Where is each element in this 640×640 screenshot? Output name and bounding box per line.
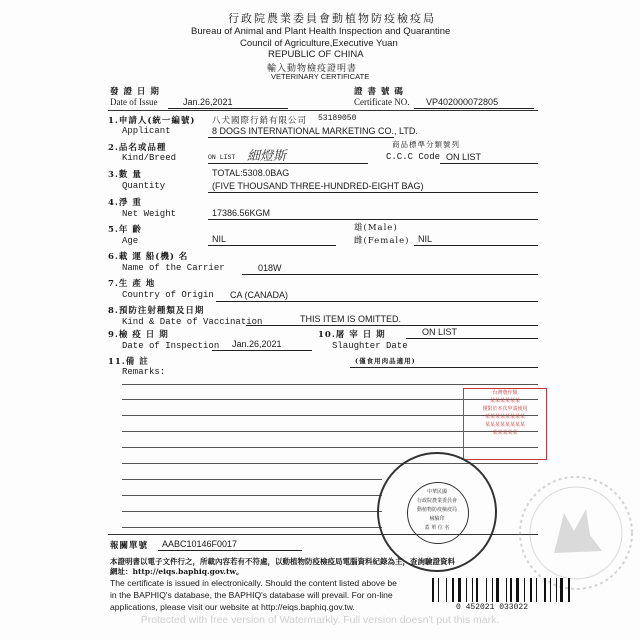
kind-handwritten: 細燈斯 [247,149,287,164]
remarks-note: (僅食用肉品適用) [355,357,416,365]
ccc-value: ON LIST [446,152,482,162]
barcode-bar [568,578,570,602]
field-11-label-en: Remarks: [122,367,166,377]
sex-value: NIL [418,234,433,244]
watermark-logo-icon [516,473,636,593]
barcode-bar [556,578,557,602]
agency-title-cn: 行政院農業委員會動植物防疫檢疫局 [228,12,436,25]
barcode-bar [452,578,454,602]
remarks-line [122,527,382,528]
doc-title-en: VETERINARY CERTIFICATE [271,72,370,81]
official-seal [377,452,497,572]
barcode-bar [432,578,434,602]
issue-date-underline [168,108,288,109]
applicant-value: 8 DOGS INTERNATIONAL MARKETING CO., LTD. [212,126,418,136]
quantity-words: (FIVE THOUSAND THREE-HUNDRED-EIGHT BAG) [212,181,424,191]
council-title: Council of Agriculture,Executive Yuan [240,38,398,49]
ccc-label-cn: 商品標準分類號列 [392,140,460,149]
field-5-label-cn: 5.年 齡 [108,225,142,235]
country-title: REPUBLIC OF CHINA [268,49,364,60]
applicant-id: 53189050 [318,114,357,123]
sex-underline [414,245,538,246]
barcode-bar [476,578,478,602]
remarks-line [122,479,382,480]
watermark-text: Protected with free version of Watermarkly. Full version doesn't put this mark. [140,614,500,626]
notice-en-line1: The certificate is issued in electronically. Should the content listed above be [110,578,397,588]
origin-value: CA (CANADA) [230,290,289,300]
notice-cn: 本證明書以電子文件行之，所載內容若有不符處，以動植物防疫檢疫局電腦資料紀錄為主，查詢驗證資料 [110,557,455,566]
remarks-line [122,463,538,464]
field-1-label-cn: 1.申請人(統一編號) [108,116,196,126]
cert-no-value: VP402000072805 [426,97,499,107]
approval-stamp: 台灣農作類 某某某某某某 僅限於本次申請使用 某某某某某某某某 某某某某某某某某 某某某某某 [463,388,547,460]
field-3-label-en: Quantity [122,181,166,191]
barcode-bar [530,578,532,602]
inspection-date-value: Jan.26,2021 [232,339,282,349]
barcode-bar [486,578,487,602]
barcode-bar [544,578,546,602]
ccc-label-en: C.C.C Code [386,152,441,162]
field-5-label-en: Age [122,236,139,246]
seal-line: 蓋 單 位 名 [424,525,450,531]
remarks-line [122,511,382,512]
field-8-label-en: Kind & Date of Vaccination [122,317,263,327]
barcode-bar [516,578,519,602]
field-10-label-cn: 10.屠 宰 日 期 [318,330,386,340]
barcode-bar [438,578,439,602]
quantity-value: TOTAL:5308.0BAG [212,168,290,178]
remarks-line [122,495,382,496]
net-weight-value: 17386.56KGM [212,208,271,218]
inspection-date-underline [212,350,312,351]
notice-en-line2: in the BAPHIQ's database, the BAPHIQ's database will prevail. For on-line [110,590,393,600]
barcode-bar [506,578,507,602]
issue-date-label-cn: 發 證 日 期 [110,87,160,97]
barcode-bar [472,578,473,602]
male-label: 雄(Male) [354,223,398,233]
field-2-label-cn: 2.品名或品種 [108,143,167,153]
seal-line: 檢驗印 [429,516,445,522]
field-7-label-cn: 7.生 產 地 [108,279,156,289]
notice-cn-url: 網址：http://eiqs.baphiq.gov.tw。 [110,567,244,576]
barcode [432,578,612,602]
seal-line: 中華民國 [426,489,447,495]
quantity-underline [208,192,538,193]
agency-title-en: Bureau of Animal and Plant Health Inspection and Quarantine [191,26,451,37]
barcode-bar [458,578,461,602]
applicant-underline [208,137,394,138]
carrier-value: 018W [258,263,282,273]
report-value: AABC10146F0017 [162,539,238,549]
notice-en-line3: applications, please visit our website at http://eiqs.baphiq.gov.tw. [110,602,355,612]
doc-title-cn: 輸入動物檢疫證明書 [267,64,358,74]
barcode-bar [560,578,563,602]
field-10-label-en: Slaughter Date [332,341,408,351]
field-6-label-en: Name of the Carrier [122,263,225,273]
vaccination-value: THIS ITEM IS OMITTED. [300,314,401,324]
kind-underline [208,163,368,164]
barcode-bar [524,578,525,602]
ccc-underline [440,163,538,164]
barcode-number: 0 452021 033022 [456,603,529,612]
slaughter-date-underline [406,338,538,339]
barcode-bar [446,578,447,602]
barcode-bar [492,578,493,602]
barcode-bar [466,578,467,602]
age-value: NIL [212,234,227,244]
seal-line: 行政院農業委員會 [416,498,457,504]
cert-no-underline [414,108,534,109]
field-9-label-en: Date of Inspection [122,341,220,351]
issue-date-value: Jan.26,2021 [183,97,233,107]
field-11-label-cn: 11.備 註 [108,357,149,367]
issue-date-label: Date of Issue [110,97,158,107]
field-2-label-en: Kind/Breed [122,153,177,163]
seal-line: 動植物防疫檢疫局 [416,507,457,513]
field-7-label-en: Country of Origin [122,290,214,300]
header-divider [108,110,538,111]
barcode-bar [496,578,499,602]
kind-on-list: ON LIST [208,154,236,161]
origin-underline [216,301,538,302]
remarks-line [122,384,538,385]
report-label: 報關單號 [110,541,149,551]
carrier-underline [242,274,538,275]
remarks-underline-top [350,367,538,368]
barcode-bar [550,578,551,602]
field-8-label-cn: 8.預防注射種類及日期 [108,306,205,316]
field-4-label-cn: 4.淨 重 [108,198,142,208]
female-label: 雌(Female) [354,236,410,246]
cert-no-label-cn: 證 書 號 碼 [354,87,404,97]
barcode-bar [536,578,537,602]
field-6-label-cn: 6.載 運 船(機) 名 [108,252,189,262]
field-1-label-en: Applicant [122,126,171,136]
slaughter-date-value: ON LIST [422,327,458,337]
field-9-label-cn: 9.檢 疫 日 期 [108,330,169,340]
report-underline [158,550,302,551]
vaccination-underline [246,325,538,326]
age-underline [208,245,336,246]
barcode-bar [510,578,512,602]
cert-no-label: Certificate NO. [354,97,410,107]
field-3-label-cn: 3.數 量 [108,170,142,180]
applicant-name-cn: 八犬國際行銷有限公司 [212,116,308,126]
field-4-label-en: Net Weight [122,209,177,219]
net-weight-underline [208,219,538,220]
